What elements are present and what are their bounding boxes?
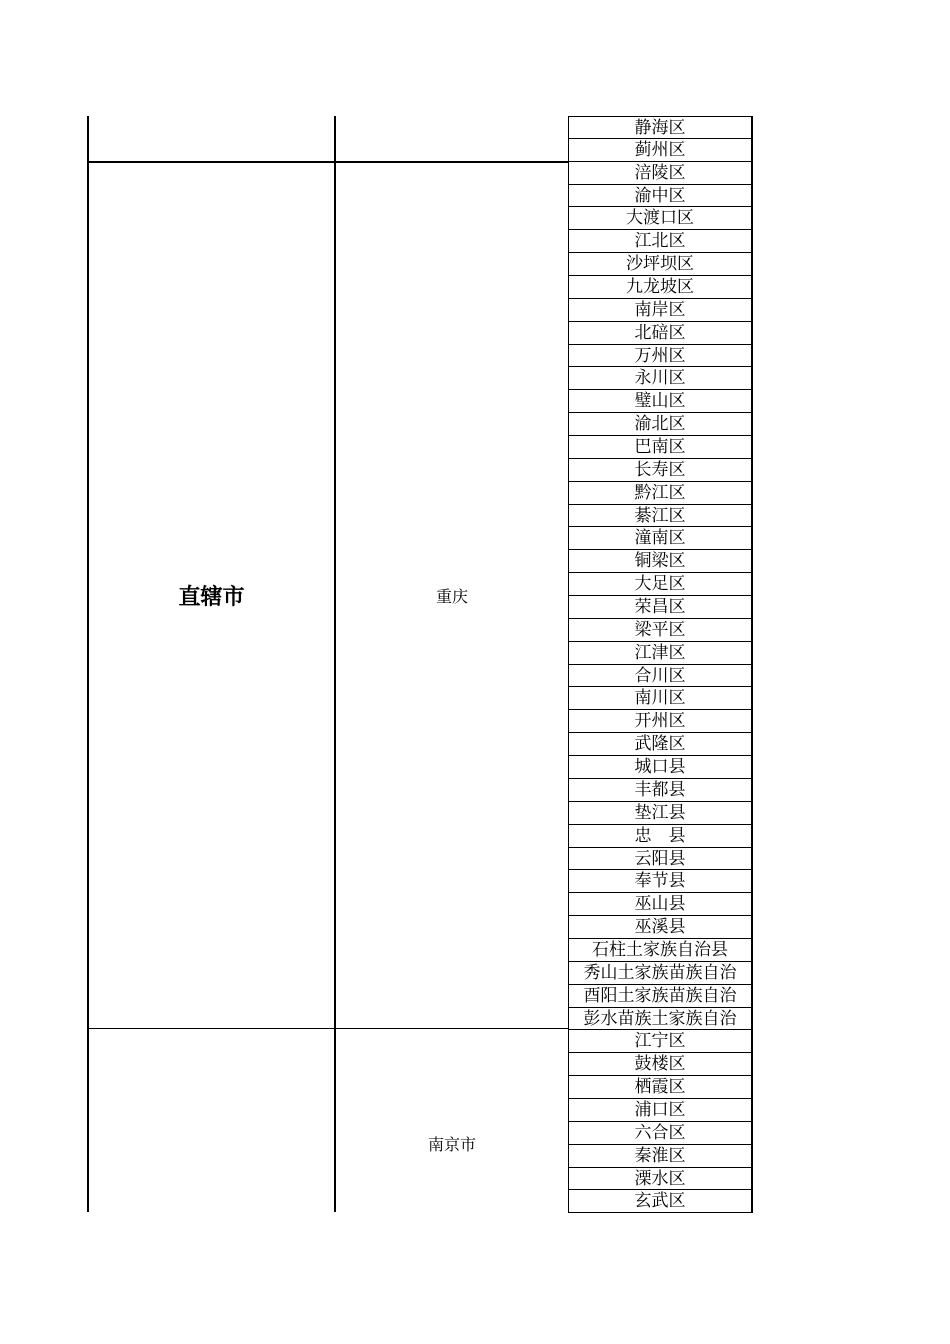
district-cell: 忠 县 xyxy=(568,825,753,848)
district-cell: 玄武区 xyxy=(568,1190,753,1213)
district-cell: 九龙坡区 xyxy=(568,276,753,299)
region-cell: 直辖市 xyxy=(178,585,245,610)
district-cell: 南岸区 xyxy=(568,299,753,322)
district-cell: 潼南区 xyxy=(568,527,753,550)
district-cell: 石柱土家族自治县 xyxy=(568,939,753,962)
district-cell: 江津区 xyxy=(568,642,753,665)
district-cell: 黔江区 xyxy=(568,482,753,505)
district-cell: 酉阳土家族苗族自治 xyxy=(568,985,753,1008)
district-cell: 鼓楼区 xyxy=(568,1053,753,1076)
district-cell: 璧山区 xyxy=(568,390,753,413)
district-cell: 浦口区 xyxy=(568,1099,753,1122)
district-cell: 永川区 xyxy=(568,367,753,390)
district-cell: 南川区 xyxy=(568,687,753,710)
district-cell: 铜梁区 xyxy=(568,550,753,573)
district-cell: 丰都县 xyxy=(568,779,753,802)
district-cell: 北碚区 xyxy=(568,322,753,345)
city-cell: 重庆 xyxy=(435,587,468,606)
district-cell: 江宁区 xyxy=(568,1030,753,1053)
district-cell: 溧水区 xyxy=(568,1168,753,1191)
district-cell: 奉节县 xyxy=(568,870,753,893)
district-cell: 秦淮区 xyxy=(568,1145,753,1168)
district-cell: 梁平区 xyxy=(568,619,753,642)
district-cell: 大渡口区 xyxy=(568,207,753,230)
district-cell: 綦江区 xyxy=(568,505,753,528)
district-cell: 江北区 xyxy=(568,230,753,253)
district-cell: 万州区 xyxy=(568,345,753,368)
city-cell xyxy=(336,116,568,161)
district-cell: 六合区 xyxy=(568,1122,753,1145)
district-cell: 合川区 xyxy=(568,665,753,688)
district-cell: 武隆区 xyxy=(568,733,753,756)
district-cell: 蓟州区 xyxy=(568,139,753,162)
district-cell: 城口县 xyxy=(568,756,753,779)
district-cell: 沙坪坝区 xyxy=(568,253,753,276)
district-cell: 栖霞区 xyxy=(568,1076,753,1099)
district-cell: 涪陵区 xyxy=(568,162,753,185)
district-cell: 长寿区 xyxy=(568,459,753,482)
district-column xyxy=(568,116,753,1213)
district-cell: 巫山县 xyxy=(568,893,753,916)
district-cell: 开州区 xyxy=(568,710,753,733)
district-cell: 巴南区 xyxy=(568,436,753,459)
region-cell xyxy=(89,116,334,161)
city-cell: 南京市 xyxy=(427,1134,476,1154)
district-cell: 云阳县 xyxy=(568,848,753,871)
district-cell: 彭水苗族土家族自治 xyxy=(568,1008,753,1031)
district-cell: 大足区 xyxy=(568,573,753,596)
district-cell: 静海区 xyxy=(568,116,753,139)
district-cell: 巫溪县 xyxy=(568,916,753,939)
district-cell: 秀山土家族苗族自治 xyxy=(568,962,753,985)
district-cell: 渝中区 xyxy=(568,185,753,208)
district-cell: 渝北区 xyxy=(568,413,753,436)
district-cell: 荣昌区 xyxy=(568,596,753,619)
district-cell: 垫江县 xyxy=(568,802,753,825)
region-cell xyxy=(89,1029,334,1212)
